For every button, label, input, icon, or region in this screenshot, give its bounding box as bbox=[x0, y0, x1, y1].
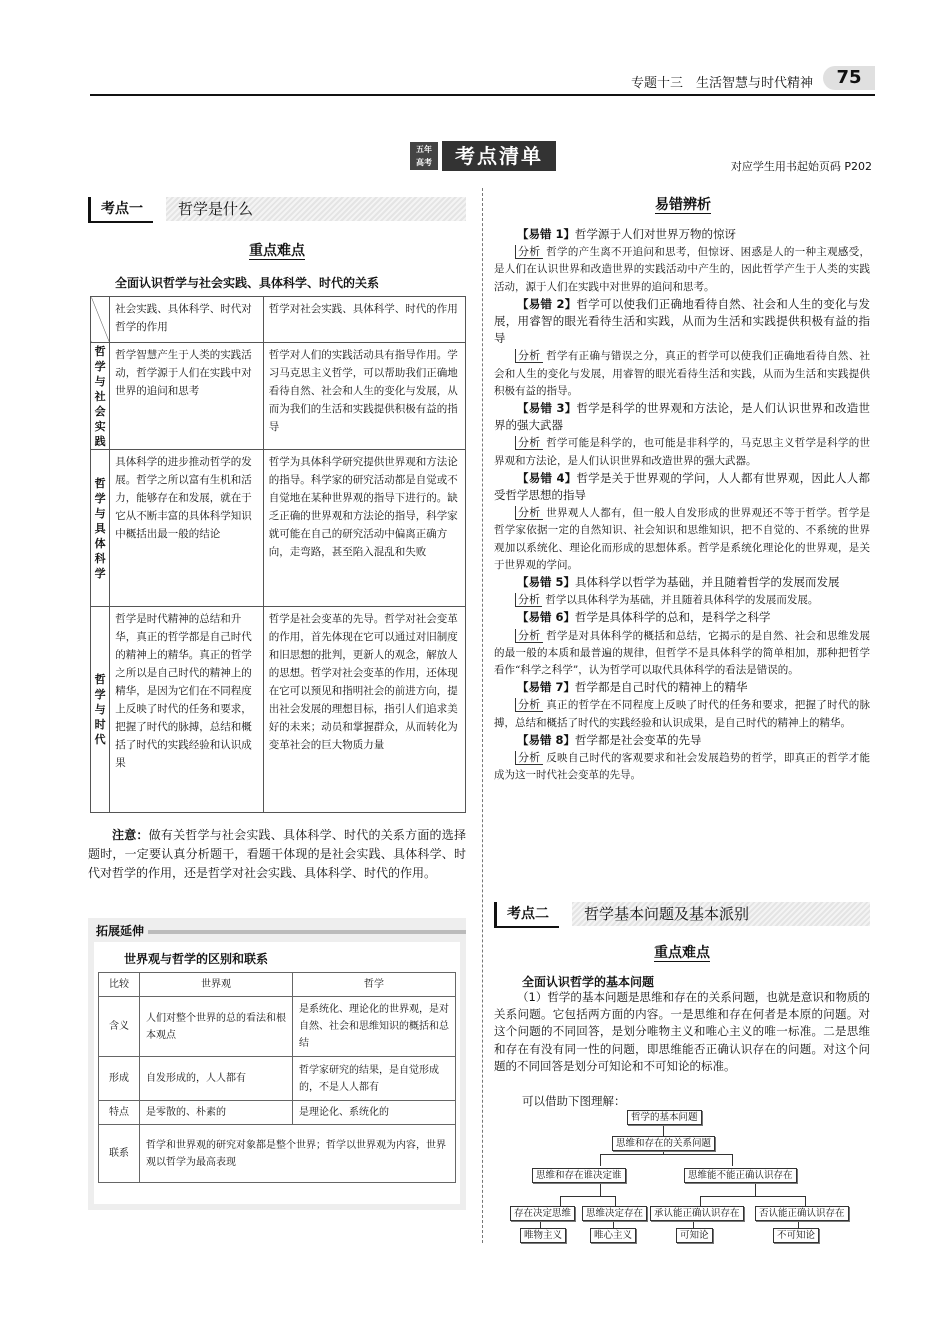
table-header-cell: 社会实践、具体科学、时代对哲学的作用 bbox=[110, 297, 263, 343]
connector bbox=[540, 1220, 541, 1228]
compare-row bbox=[99, 1057, 456, 1101]
connector bbox=[600, 1182, 601, 1197]
diagram-leaf: 承认能正确认识存在 bbox=[650, 1206, 744, 1221]
relation-table-title: 全面认识哲学与社会实践、具体科学、时代的关系 bbox=[115, 276, 380, 290]
error-item bbox=[494, 574, 870, 591]
diagram-leaf: 否认能正确认识存在 bbox=[755, 1206, 849, 1221]
error-statement: 哲学都是自己时代的精神上的精华 bbox=[575, 680, 748, 695]
connector bbox=[560, 1196, 616, 1197]
error-analysis bbox=[494, 627, 870, 680]
table-cell: 哲学是社会变革的先导。哲学对社会变革的作用，首先体现在它可以通过对旧制度和旧思想的批判，更新人的观念，解放人的思想。哲学对社会变革的作用，还体现在它可以预见和指明社会的前进方向，提出社会发展的理想目标，指引人们追求美好的未来；动员和掌握群众，从而转化为变革社会的巨大物质力量 bbox=[263, 607, 465, 813]
analysis-tag: 分析 bbox=[515, 349, 543, 363]
connector bbox=[600, 1154, 601, 1166]
error-statement: 哲学可以使我们正确地看待自然、社会和人生的变化与发展，用睿智的眼光看待生活和实践，从而为生活和实践提供积极有益的指导 bbox=[494, 296, 871, 346]
diagram-result: 不可知论 bbox=[773, 1228, 819, 1243]
compare-cell: 是零散的、朴素的 bbox=[140, 1101, 293, 1125]
compare-key: 特点 bbox=[99, 1101, 140, 1125]
diagram-result: 唯心主义 bbox=[590, 1228, 636, 1243]
error-statement: 哲学是关于世界观的学问，人人都有世界观，因此人人都受哲学思想的指导 bbox=[494, 470, 871, 503]
diagram-result: 唯物主义 bbox=[520, 1228, 566, 1243]
error-item bbox=[494, 732, 870, 749]
section1-title: 哲学是什么 bbox=[166, 197, 466, 221]
error-tag: 【易错 3】 bbox=[517, 401, 577, 416]
compare-header: 哲学 bbox=[293, 973, 456, 997]
expand-title: 世界观与哲学的区别和联系 bbox=[124, 952, 269, 966]
diagram-root: 哲学的基本问题 bbox=[627, 1110, 702, 1125]
analysis-tag: 分析 bbox=[515, 751, 543, 765]
compare-cell: 是理论化、系统化的 bbox=[293, 1101, 456, 1125]
page-reference: 对应学生用书起始页码 P202 bbox=[730, 160, 872, 173]
error-statement: 哲学是科学的世界观和方法论，是人们认识世界和改造世界的强大武器 bbox=[494, 401, 871, 433]
section-banner bbox=[410, 141, 556, 171]
connector bbox=[798, 1220, 799, 1228]
table-row bbox=[91, 607, 466, 813]
compare-header: 世界观 bbox=[140, 973, 293, 997]
connector bbox=[600, 1154, 733, 1155]
chapter-title: 专题十三 生活智慧与时代精神 bbox=[630, 76, 813, 91]
error-statement: 哲学源于人们对世界万物的惊讶 bbox=[575, 227, 737, 241]
section2-header bbox=[494, 902, 870, 926]
compare-cell: 哲学家研究的结果，是自觉形成的，不是人人都有 bbox=[293, 1057, 456, 1101]
table-cell: 具体科学的进步推动哲学的发展。哲学之所以富有生机和活力，能够存在和发展，就在于它从不断丰富的具体科学知识中概括出最一般的结论 bbox=[110, 450, 263, 607]
analysis-text: 哲学可能是科学的，也可能是非科学的，马克思主义哲学是科学的世界观和方法论，是人们认识世界和改造世界的强大武器。 bbox=[494, 437, 870, 467]
table-row bbox=[91, 343, 466, 450]
analysis-text: 哲学以具体科学为基础，并且随着具体科学的发展而发展。 bbox=[542, 594, 819, 607]
note-text: 做有关哲学与社会实践、具体科学、时代的关系方面的选择题时，一定要认真分析题干，看题干体现的是社会实践、具体科学、时代对哲学的作用，还是哲学对社会实践、具体科学、时代的作用。 bbox=[88, 828, 466, 880]
error-tag: 【易错 2】 bbox=[517, 296, 577, 311]
compare-key: 联系 bbox=[99, 1125, 140, 1183]
analysis-tag: 分析 bbox=[515, 629, 543, 643]
row-label: 哲 学 与 社 会 实 践 bbox=[91, 343, 110, 450]
compare-header: 比较 bbox=[99, 973, 140, 997]
connector bbox=[805, 1196, 806, 1206]
diagram-result: 可知论 bbox=[676, 1228, 713, 1243]
section1-header bbox=[88, 197, 466, 221]
connector bbox=[613, 1220, 614, 1228]
table-cell: 哲学为具体科学研究提供世界观和方法论的指导。科学家的研究活动都是自觉或不自觉地在某种世界观的指导下进行的。缺乏正确的世界观和方法论的指导，科学家就可能在自己的研究活动中偏离正确方向，走弯路，甚至陷入混乱和失败 bbox=[263, 450, 465, 607]
error-tag: 【易错 6】 bbox=[517, 610, 576, 625]
section1-subhead: 重点难点 bbox=[249, 243, 305, 259]
expand-label: 拓展延伸 bbox=[96, 924, 145, 938]
error-statement: 具体科学以哲学为基础，并且随着哲学的发展而发展 bbox=[575, 575, 840, 590]
section2-paragraph: （1）哲学的基本问题是思维和存在的关系问题，也就是意识和物质的关系问题。它包括两方面的内容。一是思维和存在何者是本原的问题。对这个问题的不同回答，是划分唯物主义和唯心主义的唯一标准。二是思维和存在有没有同一性的问题，即思维能否正确认识存在的问题。对这个问题的不同回答是划分可知论和不可知论的标准。 bbox=[494, 990, 870, 1073]
connector bbox=[700, 1196, 806, 1197]
connector bbox=[693, 1220, 694, 1228]
banner-title: 考点清单 bbox=[442, 141, 556, 171]
analysis-tag: 分析 bbox=[515, 506, 543, 520]
error-tag: 【易错 8】 bbox=[517, 732, 576, 747]
table-cell: 哲学对人们的实践活动具有指导作用。学习马克思主义哲学，可以帮助我们正确地看待自然、社会和人生的变化与发展，从而为我们的生活和实践提供积极有益的指导 bbox=[263, 343, 465, 450]
error-tag: 【易错 4】 bbox=[517, 470, 577, 485]
error-item bbox=[494, 400, 870, 434]
analysis-text: 世界观人人都有，但一般人自发形成的世界观还不等于哲学。哲学是哲学家依据一定的自然知识、社会知识和思维知识，把不自觉的、不系统的世界观加以系统化、理论化而形成的思想体系。哲学是系统化理论化的世界观，是关于世界观的学问。 bbox=[494, 507, 870, 571]
connector bbox=[700, 1196, 701, 1206]
diagram-intro: 可以借助下图理解： bbox=[522, 1094, 626, 1108]
compare-row bbox=[99, 1125, 456, 1183]
connector bbox=[615, 1196, 616, 1206]
compare-cell: 哲学和世界观的研究对象都是整个世界；哲学以世界观为内容，世界观以哲学为最高表现 bbox=[140, 1125, 456, 1183]
note-paragraph bbox=[88, 826, 466, 883]
basic-question-diagram bbox=[500, 1108, 870, 1243]
error-statement: 哲学是具体科学的总和，是科学之科学 bbox=[575, 610, 771, 625]
analysis-tag: 分析 bbox=[515, 593, 542, 607]
error-analysis bbox=[494, 347, 870, 400]
section1-key: 考点一 bbox=[88, 197, 153, 223]
compare-row bbox=[99, 1101, 456, 1125]
compare-row bbox=[99, 997, 456, 1057]
error-analysis bbox=[494, 591, 870, 609]
table-cell: 哲学是时代精神的总结和升华，真正的哲学都是自己时代的精神上的精华。真正的哲学之所以是自己时代的精神上的精华，是因为它们在不同程度上反映了时代的任务和要求，把握了时代的脉搏，总结和概括了时代的实践经验和认识成果 bbox=[110, 607, 263, 813]
error-analysis bbox=[494, 696, 870, 731]
page-number: 75 bbox=[823, 66, 875, 90]
analysis-text: 反映自己时代的客观要求和社会发展趋势的哲学，即真正的哲学才能成为这一时代社会变革的先导。 bbox=[494, 752, 870, 782]
note-label: 注意： bbox=[112, 828, 149, 842]
analysis-tag: 分析 bbox=[515, 698, 543, 712]
diagram-level1: 思维和存在的关系问题 bbox=[612, 1136, 715, 1151]
diagram-branch: 思维和存在谁决定谁 bbox=[532, 1168, 626, 1183]
row-label: 哲 学 与 时 代 bbox=[91, 607, 110, 813]
compare-key: 含义 bbox=[99, 997, 140, 1057]
analysis-tag: 分析 bbox=[515, 245, 543, 259]
error-analysis bbox=[494, 749, 870, 784]
error-analysis bbox=[494, 504, 870, 574]
error-analysis bbox=[494, 243, 870, 296]
banner-tag: 五年 高考 bbox=[410, 142, 438, 170]
expand-inner bbox=[94, 942, 460, 1204]
connector bbox=[755, 1182, 756, 1197]
analysis-text: 哲学有正确与错误之分，真正的哲学可以使我们正确地看待自然、社会和人生的变化与发展，用睿智的眼光看待生活和实践，从而为生活和实践提供积极有益的指导。 bbox=[494, 350, 870, 397]
section2-subhead: 重点难点 bbox=[654, 945, 710, 961]
diagram-branch: 思维能不能正确认识存在 bbox=[684, 1168, 797, 1183]
errors-list bbox=[494, 226, 870, 785]
section2-bold-title: 全面认识哲学的基本问题 bbox=[522, 975, 655, 989]
running-head bbox=[90, 66, 875, 96]
table-header-cell: 哲学对社会实践、具体科学、时代的作用 bbox=[263, 297, 465, 343]
analysis-text: 真正的哲学在不同程度上反映了时代的任务和要求，把握了时代的脉搏，总结和概括了时代的实践经验和认识成果，是自己时代的精神上的精华。 bbox=[494, 699, 870, 729]
error-tag: 【易错 1】 bbox=[517, 227, 576, 241]
compare-cell: 是系统化、理论化的世界观，是对自然、社会和思维知识的概括和总结 bbox=[293, 997, 456, 1057]
section2-title: 哲学基本问题及基本派别 bbox=[572, 902, 870, 926]
error-item bbox=[494, 226, 870, 243]
error-statement: 哲学都是社会变革的先导 bbox=[575, 732, 702, 747]
compare-key: 形成 bbox=[99, 1057, 140, 1101]
error-item bbox=[494, 296, 870, 348]
error-item bbox=[494, 679, 870, 696]
table-cell: 哲学智慧产生于人类的实践活动，哲学源于人们在实践中对世界的追问和思考 bbox=[110, 343, 263, 450]
connector bbox=[560, 1196, 561, 1206]
error-item bbox=[494, 609, 870, 626]
relation-table bbox=[90, 296, 466, 813]
table-corner bbox=[91, 297, 110, 343]
diagram-leaf: 思维决定存在 bbox=[582, 1206, 647, 1221]
row-label: 哲 学 与 具 体 科 学 bbox=[91, 450, 110, 607]
expand-bar bbox=[148, 930, 466, 934]
analysis-text: 哲学是对具体科学的概括和总结，它揭示的是自然、社会和思维发展的最一般的本质和最普遍的规律，但哲学不是具体科学的简单相加，那种把哲学看作“科学之科学”，认为哲学可以取代具体科学的看法是错误的。 bbox=[494, 629, 870, 677]
analysis-tag: 分析 bbox=[515, 436, 543, 450]
compare-table bbox=[98, 972, 456, 1183]
table-row bbox=[91, 450, 466, 607]
compare-cell: 人们对整个世界的总的看法和根本观点 bbox=[140, 997, 293, 1057]
analysis-text: 哲学的产生离不开追问和思考，但惊讶、困惑是人的一种主观感受，是人们在认识世界和改造世界的实践活动中产生的，因此哲学产生于人类的实践活动，源于人们在实践中对世界的追问和思考。 bbox=[494, 246, 870, 293]
expand-box bbox=[88, 918, 466, 1210]
column-divider bbox=[482, 188, 483, 1243]
error-tag: 【易错 7】 bbox=[517, 680, 576, 695]
error-item bbox=[494, 470, 870, 504]
errors-title: 易错辨析 bbox=[655, 197, 711, 213]
connector bbox=[663, 1124, 664, 1136]
error-tag: 【易错 5】 bbox=[517, 575, 576, 590]
section2-key: 考点二 bbox=[494, 902, 559, 928]
connector bbox=[732, 1154, 733, 1166]
compare-cell: 自发形成的，人人都有 bbox=[140, 1057, 293, 1101]
diagram-leaf: 存在决定思维 bbox=[510, 1206, 575, 1221]
error-analysis bbox=[494, 434, 870, 469]
